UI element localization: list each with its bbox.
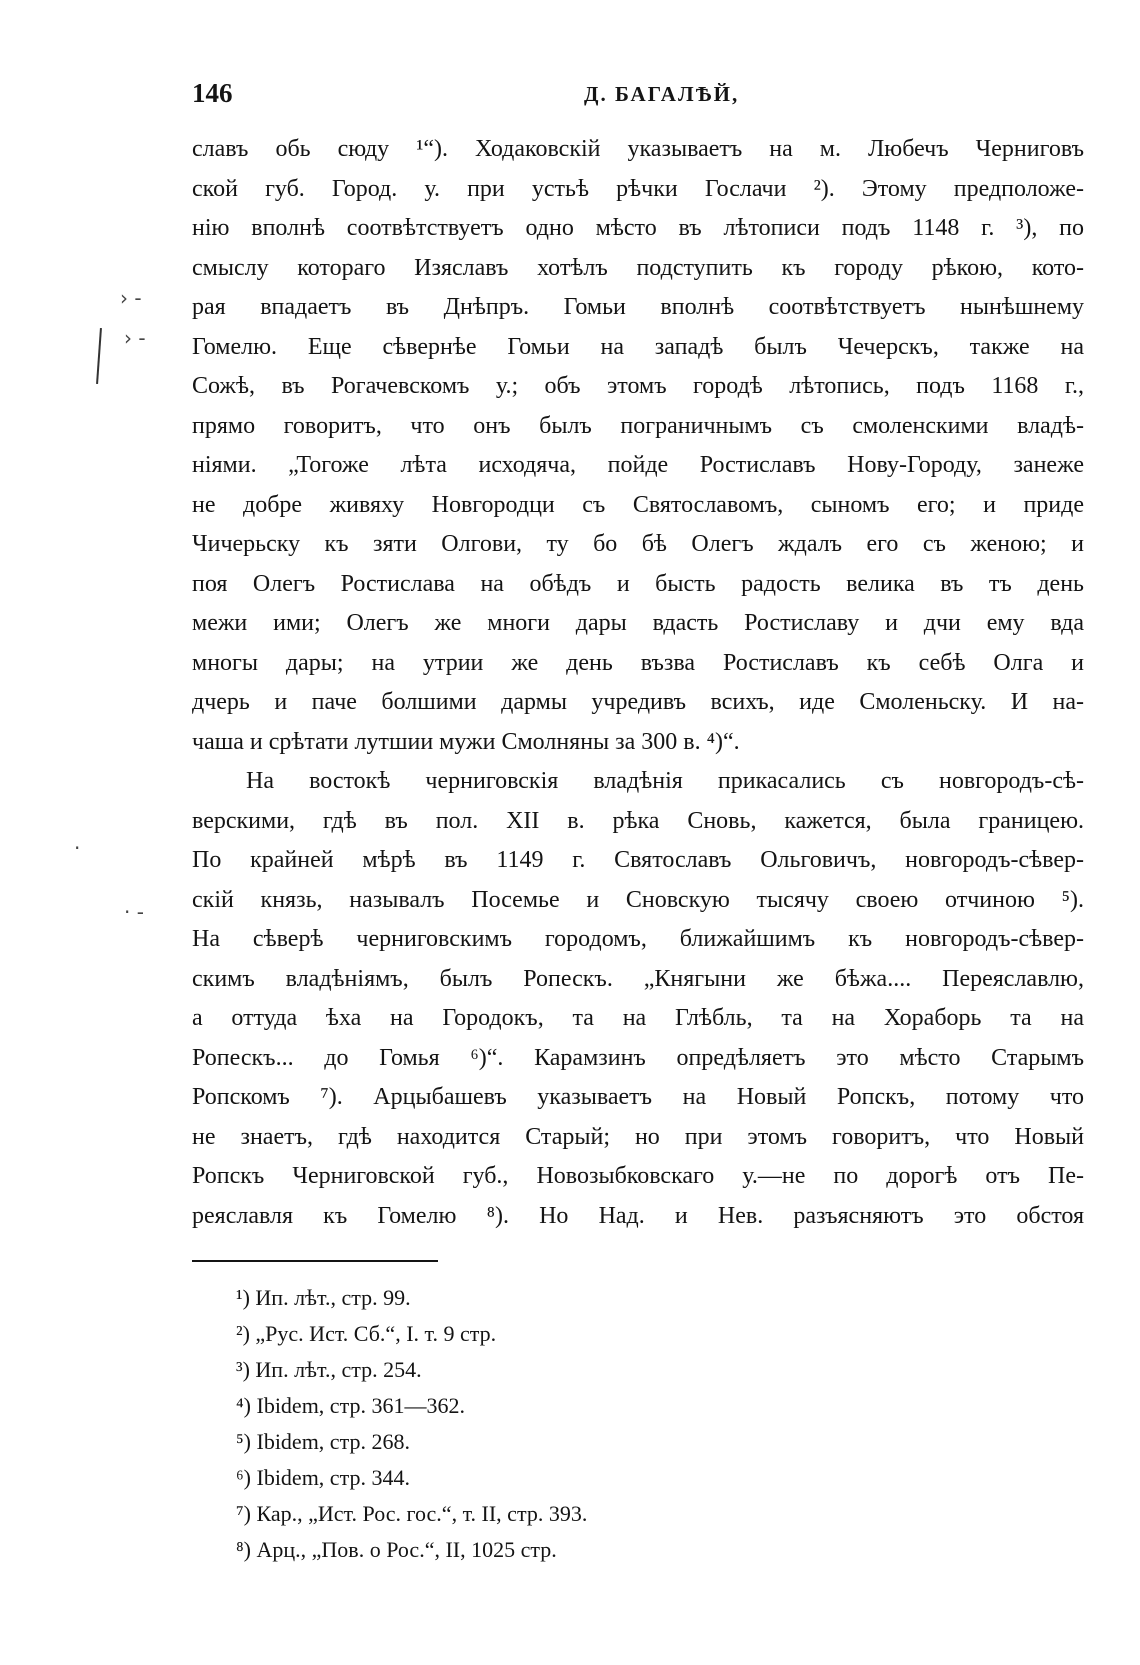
footnote: ⁵) Ibidem, стр. 268.	[236, 1429, 410, 1454]
footnote: ⁸) Арц., „Пов. о Рос.“, II, 1025 стр.	[236, 1537, 557, 1562]
text-line: На востокѣ черниговскія владѣнія прикасались съ новгородъ-сѣ-	[246, 768, 1084, 794]
text-line: не знаетъ, гдѣ находится Старый; но при этомъ говоритъ, что Новый	[192, 1123, 1084, 1150]
margin-mark: · -	[124, 900, 144, 924]
footnote: ⁷) Кар., „Ист. Рос. гос.“, т. II, стр. 393.	[236, 1501, 588, 1526]
text-line: Гомелю. Еще сѣвернѣе Гомьи на западѣ былъ Чечерскъ, также на	[192, 333, 1084, 360]
text-line: Ропескъ... до Гомья ⁶)“. Карамзинъ опредѣляетъ это мѣсто Старымъ	[192, 1044, 1084, 1071]
footnote: ¹) Ип. лѣт., стр. 99.	[236, 1285, 411, 1310]
margin-mark: ·	[74, 836, 81, 860]
text-line: реяславля къ Гомелю ⁸). Но Над. и Нев. разъясняютъ это обстоя	[192, 1202, 1084, 1229]
footnote: ³) Ип. лѣт., стр. 254.	[236, 1357, 422, 1382]
text-line: нію вполнѣ соотвѣтствуетъ одно мѣсто въ лѣтописи подъ 1148 г. ³), по	[192, 215, 1084, 241]
text-line: многы дары; на утрии же день възва Ростиславъ къ себѣ Олга и	[192, 649, 1084, 676]
text-line: Ропскомъ ⁷). Арцыбашевъ указываетъ на Новый Ропскъ, потому что	[192, 1084, 1084, 1110]
text-line: ніями. „Тогоже лѣта исходяча, пойде Ростиславъ Нову-Городу, занеже	[192, 452, 1084, 478]
margin-mark: › -	[124, 326, 146, 350]
text-line: рая впадаетъ въ Днѣпръ. Гомьи вполнѣ соотвѣтствуетъ нынѣшнему	[192, 294, 1084, 320]
text-line: По крайней мѣрѣ въ 1149 г. Святославъ Ольговичъ, новгородъ-сѣвер-	[192, 847, 1084, 873]
text-line: Ропскъ Черниговской губ., Новозыбковскаго у.—не по дорогѣ отъ Пе-	[192, 1163, 1084, 1189]
margin-mark: › -	[120, 286, 142, 310]
text-line: На сѣверѣ черниговскимъ городомъ, ближайшимъ къ новгородъ-сѣвер-	[192, 926, 1084, 952]
text-line: поя Олегъ Ростислава на обѣдъ и бысть радость велика въ тъ день	[192, 570, 1084, 597]
text-line: а оттуда ѣха на Городокъ, та на Глѣбль, та на Хораборь та на	[192, 1005, 1084, 1031]
text-line: смыслу котораго Изяславъ хотѣлъ подступить къ городу рѣкою, кото-	[192, 254, 1084, 281]
text-line: Чичерьску къ зяти Олгови, ту бо бѣ Олегъ ждалъ его съ женою; и	[192, 531, 1084, 557]
text-line: не добре живяху Новгородци съ Святославомъ, сыномъ его; и приде	[192, 491, 1084, 518]
text-line: межи ими; Олегъ же многи дары вдасть Ростиславу и дчи ему вда	[192, 610, 1084, 636]
page-number: 146	[192, 78, 233, 108]
footnote: ⁴) Ibidem, стр. 361—362.	[236, 1393, 465, 1418]
running-head: Д. БАГАЛѢЙ,	[584, 82, 740, 106]
text-line: Сожѣ, въ Рогачевскомъ у.; объ этомъ городѣ лѣтопись, подъ 1168 г.,	[192, 373, 1084, 399]
text-line: ской губ. Город. у. при устьѣ рѣчки Гослачи ²). Этому предположе-	[192, 175, 1084, 202]
margin-pencil-bar	[96, 328, 102, 384]
page-header	[192, 78, 1084, 118]
text-line: чаша и срѣтати лутшии мужи Смолняны за 300 в. ⁴)“.	[192, 728, 740, 755]
text-line: славъ обь сюду ¹“). Ходаковскій указываетъ на м. Любечъ Черниговъ	[192, 136, 1084, 162]
text-line: прямо говоритъ, что онъ былъ пограничнымъ съ смоленскими владѣ-	[192, 412, 1084, 439]
footnote-rule	[192, 1260, 438, 1262]
text-line: дчерь и паче болшими дармы учредивъ всихъ, иде Смоленьску. И на-	[192, 689, 1084, 715]
body-text	[192, 130, 1084, 1236]
text-line: скій князь, называлъ Посемье и Сновскую тысячу своею отчиною ⁵).	[192, 886, 1084, 913]
footnotes	[236, 1280, 936, 1568]
footnote: ²) „Рус. Ист. Сб.“, I. т. 9 стр.	[236, 1321, 497, 1346]
footnote: ⁶) Ibidem, стр. 344.	[236, 1465, 410, 1490]
text-line: скимъ владѣніямъ, былъ Ропескъ. „Княгыни же бѣжа.... Переяславлю,	[192, 965, 1084, 992]
text-line: верскими, гдѣ въ пол. XII в. рѣка Сновь, кажется, была границею.	[192, 807, 1084, 834]
